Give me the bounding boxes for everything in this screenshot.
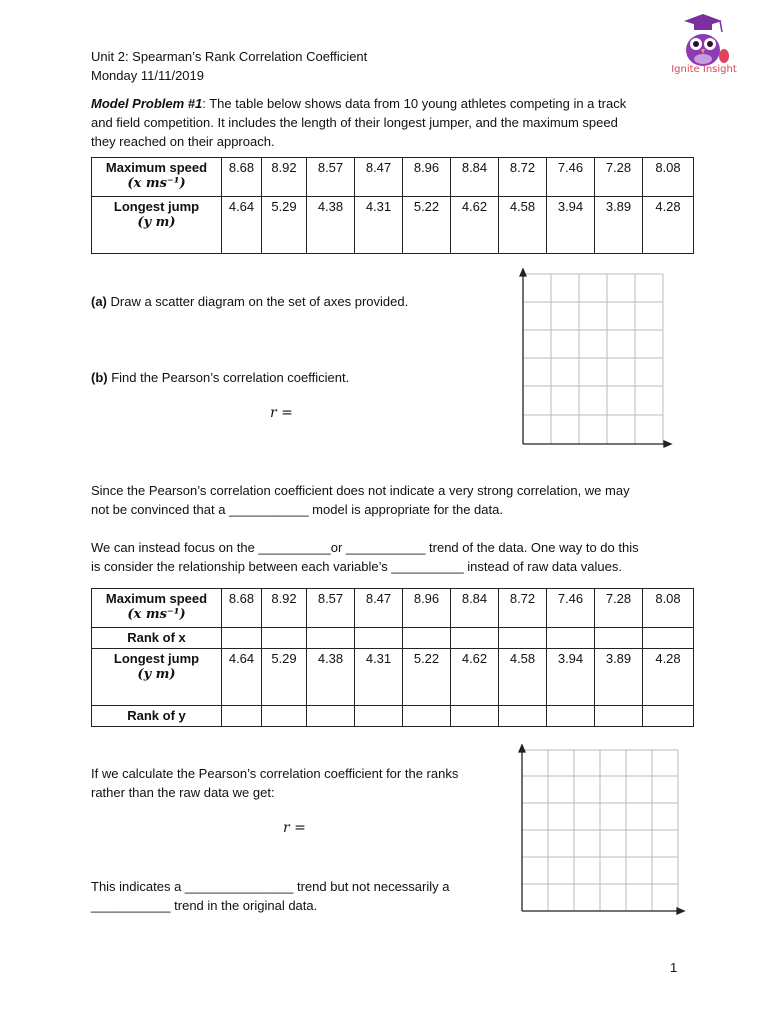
table-cell: 4.31 bbox=[355, 197, 403, 254]
table-cell bbox=[451, 628, 499, 649]
table-cell: 4.58 bbox=[499, 649, 547, 706]
table-cell: 4.28 bbox=[643, 649, 694, 706]
table-cell: 8.92 bbox=[262, 589, 307, 628]
part-a-label: (a) bbox=[91, 294, 107, 309]
table-cell: 8.68 bbox=[222, 158, 262, 197]
table-cell bbox=[307, 628, 355, 649]
para3-line-2: rather than the raw data we get: bbox=[91, 785, 275, 800]
speed-label: Maximum speed bbox=[105, 160, 208, 175]
table-cell: 8.96 bbox=[403, 589, 451, 628]
table-cell: 5.29 bbox=[262, 197, 307, 254]
intro-line-2: and field competition. It includes the length of their longest jumper, and the maximum speed bbox=[91, 115, 618, 130]
table2-speed-header bbox=[92, 589, 222, 628]
part-b bbox=[91, 368, 349, 387]
table-cell: 8.72 bbox=[499, 589, 547, 628]
table2-row-rank-y bbox=[92, 706, 694, 727]
table1-speed-header bbox=[92, 158, 222, 197]
para2-line-1: We can instead focus on the __________or ___________ trend of the data. One way to do this bbox=[91, 540, 639, 555]
table2-jump-header bbox=[92, 649, 222, 706]
table-cell bbox=[222, 628, 262, 649]
part-a-text: Draw a scatter diagram on the set of axes provided. bbox=[106, 294, 409, 309]
table-cell bbox=[403, 628, 451, 649]
rank-x-header: Rank of x bbox=[92, 628, 222, 649]
table-cell bbox=[307, 706, 355, 727]
table-cell bbox=[499, 628, 547, 649]
rank-y-header: Rank of y bbox=[92, 706, 222, 727]
table-cell bbox=[451, 706, 499, 727]
table-cell: 4.62 bbox=[451, 649, 499, 706]
part-b-label: (b) bbox=[91, 370, 108, 385]
table-cell: 3.94 bbox=[547, 649, 595, 706]
table-cell: 5.22 bbox=[403, 649, 451, 706]
jump-label: Longest jump bbox=[113, 651, 200, 666]
intro-text-1: : The table below shows data from 10 young athletes competing in a track bbox=[202, 96, 627, 111]
table2-row-rank-x bbox=[92, 628, 694, 649]
table-cell: 4.31 bbox=[355, 649, 403, 706]
table-cell: 4.64 bbox=[222, 649, 262, 706]
table-cell bbox=[355, 628, 403, 649]
table-cell: 7.46 bbox=[547, 158, 595, 197]
table-cell: 8.96 bbox=[403, 158, 451, 197]
table-cell: 3.89 bbox=[595, 197, 643, 254]
part-a bbox=[91, 292, 408, 311]
para2-line-2: is consider the relationship between each variable’s __________ instead of raw data values. bbox=[91, 559, 622, 574]
para1-line-2: not be convinced that a ___________ model is appropriate for the data. bbox=[91, 502, 503, 517]
r-equals-2: r = bbox=[283, 820, 306, 836]
table-cell: 4.64 bbox=[222, 197, 262, 254]
table-cell: 8.68 bbox=[222, 589, 262, 628]
table-cell: 4.28 bbox=[643, 197, 694, 254]
table-cell bbox=[643, 628, 694, 649]
speed-label: Maximum speed bbox=[105, 591, 208, 606]
table-cell bbox=[595, 706, 643, 727]
table-cell: 5.22 bbox=[403, 197, 451, 254]
scatter-axes-2 bbox=[515, 744, 687, 919]
r-equals-1: r = bbox=[270, 405, 293, 421]
model-problem-label: Model Problem #1 bbox=[91, 96, 203, 111]
table-cell bbox=[547, 706, 595, 727]
table-cell: 8.57 bbox=[307, 158, 355, 197]
para1-line-1: Since the Pearson’s correlation coefficient does not indicate a very strong correlation, we may bbox=[91, 483, 630, 498]
data-table-1 bbox=[91, 157, 694, 254]
intro-line-3: they reached on their approach. bbox=[91, 134, 275, 149]
table-cell: 8.57 bbox=[307, 589, 355, 628]
table-cell: 7.28 bbox=[595, 589, 643, 628]
table-cell bbox=[547, 628, 595, 649]
speed-unit: (x ms⁻¹) bbox=[127, 607, 186, 622]
table-cell: 8.08 bbox=[643, 589, 694, 628]
table1-jump-header bbox=[92, 197, 222, 254]
table-cell: 8.84 bbox=[451, 589, 499, 628]
table-cell: 8.72 bbox=[499, 158, 547, 197]
table-cell: 5.29 bbox=[262, 649, 307, 706]
logo-text: Ignite Insight bbox=[671, 64, 737, 75]
speed-unit: (x ms⁻¹) bbox=[127, 176, 186, 191]
table-cell: 7.46 bbox=[547, 589, 595, 628]
jump-label: Longest jump bbox=[113, 199, 200, 214]
jump-unit: (y m) bbox=[137, 215, 176, 230]
table-cell: 8.84 bbox=[451, 158, 499, 197]
page-number: 1 bbox=[670, 960, 678, 975]
table-cell bbox=[262, 628, 307, 649]
table2-row-jump bbox=[92, 649, 694, 706]
table-cell: 8.92 bbox=[262, 158, 307, 197]
table-cell: 8.47 bbox=[355, 158, 403, 197]
para3-line-1: If we calculate the Pearson’s correlation coefficient for the ranks bbox=[91, 766, 459, 781]
data-table-2 bbox=[91, 588, 694, 727]
table-cell: 4.58 bbox=[499, 197, 547, 254]
table-cell: 4.38 bbox=[307, 197, 355, 254]
table-cell bbox=[643, 706, 694, 727]
table-cell: 7.28 bbox=[595, 158, 643, 197]
table-cell: 3.89 bbox=[595, 649, 643, 706]
table-cell: 8.47 bbox=[355, 589, 403, 628]
para4-line-2: ___________ trend in the original data. bbox=[91, 898, 318, 913]
unit-title: Unit 2: Spearman’s Rank Correlation Coefficient bbox=[91, 49, 368, 64]
table-cell: 8.08 bbox=[643, 158, 694, 197]
table-cell bbox=[499, 706, 547, 727]
date: Monday 11/11/2019 bbox=[91, 68, 204, 83]
intro-line-1 bbox=[91, 94, 626, 113]
table-cell: 4.62 bbox=[451, 197, 499, 254]
table-cell bbox=[222, 706, 262, 727]
table1-row-speed bbox=[92, 158, 694, 197]
table-cell bbox=[595, 628, 643, 649]
table1-row-jump bbox=[92, 197, 694, 254]
table-cell bbox=[262, 706, 307, 727]
jump-unit: (y m) bbox=[137, 667, 176, 682]
table2-row-speed bbox=[92, 589, 694, 628]
table-cell bbox=[403, 706, 451, 727]
table-cell: 3.94 bbox=[547, 197, 595, 254]
scatter-axes-1 bbox=[515, 268, 675, 452]
table-cell bbox=[355, 706, 403, 727]
table-cell: 4.38 bbox=[307, 649, 355, 706]
part-b-text: Find the Pearson’s correlation coefficient. bbox=[107, 370, 350, 385]
para4-line-1: This indicates a _______________ trend but not necessarily a bbox=[91, 879, 450, 894]
